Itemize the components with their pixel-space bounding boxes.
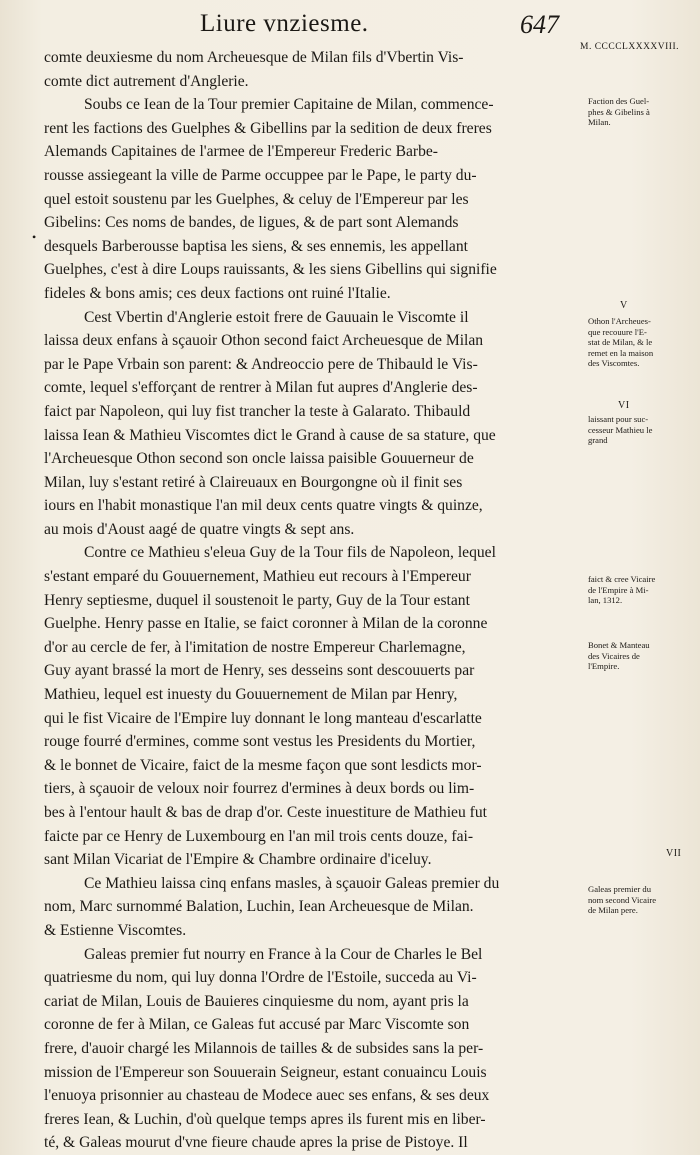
roman-numeral-marker: VII <box>666 848 682 859</box>
text-line: Guelphes, c'est à dire Loups rauissants, & les siens Gibellins qui signifie <box>44 261 497 279</box>
text-line: té, & Galeas mourut d'vne fieure chaude apres la prise de Pistoye. Il <box>44 1134 468 1152</box>
text-line: frere, d'auoir chargé les Milannois de tailles & de subsides sans la per- <box>44 1039 484 1057</box>
text-line: rousse assiegeant la ville de Parme occuppee par le Pape, le party du- <box>44 166 477 184</box>
text-line: iours en l'habit monastique l'an mil deux cents quatre vingts & quinze, <box>44 497 483 515</box>
margin-note: Galeas premier du nom second Vicaire de Milan pere. <box>588 884 657 915</box>
text-line: au mois d'Aoust aagé de quatre vingts & sept ans. <box>44 520 355 538</box>
text-line: d'or au cercle de fer, à l'imitation de nostre Empereur Charlemagne, <box>44 638 466 656</box>
margin-note: faict & cree Vicaire de l'Empire à Mi- lan, 1312. <box>588 574 656 605</box>
margin-note: Bonet & Manteau des Vicaires de l'Empire. <box>588 640 650 671</box>
running-head-title: Liure vnziesme. <box>200 10 369 37</box>
main-text-block <box>44 46 574 1155</box>
year-marginal-mark: M. CCCCLXXXXVIII. <box>580 42 680 52</box>
text-line: Gibelins: Ces noms de bandes, de ligues, & de part sont Alemands <box>44 214 459 232</box>
text-line: laissa deux enfans à sçauoir Othon second faict Archeuesque de Milan <box>44 332 484 350</box>
text-line: Henry septiesme, duquel il soustenoit le party, Guy de la Tour estant <box>44 591 470 609</box>
text-line: par le Pape Vrbain son parent: & Andreoccio pere de Thibauld le Vis- <box>44 355 478 373</box>
text-line: faict par Napoleon, qui luy fist trancher la teste à Galarato. Thibauld <box>44 402 471 420</box>
page-number: 647 <box>520 10 559 39</box>
text-line: nom, Marc surnommé Balation, Luchin, Iean Archeuesque de Milan. <box>44 898 474 916</box>
text-line: laissa Iean & Mathieu Viscomtes dict le Grand à cause de sa stature, que <box>44 426 496 444</box>
text-line: Guy ayant brassé la mort de Henry, ses desseins sont descouuerts par <box>44 662 475 680</box>
text-line: desquels Barberousse baptisa les siens, & ses ennemis, les appellant <box>44 237 468 255</box>
text-line: Alemands Capitaines de l'armee de l'Empereur Frederic Barbe- <box>44 143 439 161</box>
text-line: bes à l'entour hault & bas de drap d'or. Ceste inuestiture de Mathieu fut <box>44 804 487 821</box>
text-line: Soubs ce Iean de la Tour premier Capitaine de Milan, commence- <box>84 96 494 114</box>
text-line: sant Milan Vicariat de l'Empire & Chambre ordinaire d'iceluy. <box>44 851 432 869</box>
text-line: Mathieu, lequel est inuesty du Gouuernement de Milan par Henry, <box>44 686 458 704</box>
margin-note: Faction des Guel- phes & Gibelins à Milan. <box>588 96 650 127</box>
text-line: Ce Mathieu laissa cinq enfans masles, à sçauoir Galeas premier du <box>84 874 500 892</box>
text-line: qui le fist Vicaire de l'Empire luy donnant le long manteau d'escarlatte <box>44 709 482 727</box>
text-line: comte deuxiesme du nom Archeuesque de Milan fils d'Vbertin Vis- <box>44 49 464 66</box>
text-line: rouge fourré d'ermines, comme sont vestus les Presidents du Mortier, <box>44 733 476 751</box>
text-line: freres Iean, & Luchin, d'où quelque temps apres ils furent mis en liber- <box>44 1110 486 1128</box>
roman-numeral-marker: VI <box>618 400 630 411</box>
text-line: quatriesme du nom, qui luy donna l'Ordre de l'Estoile, succeda au Vi- <box>44 969 477 987</box>
text-line: coronne de fer à Milan, ce Galeas fut accusé par Marc Viscomte son <box>44 1016 470 1034</box>
text-line: & Estienne Viscomtes. <box>44 921 187 939</box>
margin-note: Othon l'Archeues- que recouure l'E- stat de Milan, & le remet en la maison des Viscomtes. <box>588 316 654 368</box>
left-margin-marker: • <box>32 230 37 244</box>
text-line: comte dict autrement d'Anglerie. <box>44 72 249 90</box>
text-line: Guelphe. Henry passe en Italie, se faict coronner à Milan de la coronne <box>44 615 488 633</box>
text-line: faicte par ce Henry de Luxembourg en l'an mil trois cents douze, fai- <box>44 827 474 845</box>
margin-note: laissant pour suc- cesseur Mathieu le grand <box>588 414 653 445</box>
text-line: l'Archeuesque Othon second son oncle laissa paisible Gouuerneur de <box>44 450 474 468</box>
text-line: rent les factions des Guelphes & Gibellins par la sedition de deux freres <box>44 119 492 137</box>
text-line: l'enuoya prisonnier au chasteau de Modece auec ses enfans, & ses deux <box>44 1087 490 1105</box>
text-line: cariat de Milan, Louis de Bauieres cinquiesme du nom, ayant pris la <box>44 992 469 1010</box>
text-line: Galeas premier fut nourry en France à la Cour de Charles le Bel <box>84 945 483 963</box>
roman-numeral-marker: V <box>620 300 628 311</box>
text-line: Milan, luy s'estant retiré à Claireuaux en Bourgongne où il finit ses <box>44 473 463 491</box>
text-line: Cest Vbertin d'Anglerie estoit frere de Gauuain le Viscomte il <box>84 308 469 326</box>
text-line: mission de l'Empereur son Souuerain Seigneur, estant conuaincu Louis <box>44 1063 487 1081</box>
text-line: fideles & bons amis; ces deux factions ont ruiné l'Italie. <box>44 284 391 302</box>
text-line: & le bonnet de Vicaire, faict de la mesme façon que sont lesdicts mor- <box>44 756 482 774</box>
text-line: Contre ce Mathieu s'eleua Guy de la Tour fils de Napoleon, lequel <box>84 544 496 562</box>
text-line: quel estoit soustenu par les Guelphes, & celuy de l'Empereur par les <box>44 190 469 208</box>
text-line: tiers, à sçauoir de veloux noir fourrez d'ermines à deux bords ou lim- <box>44 780 475 798</box>
text-line: comte, lequel s'efforçant de rentrer à Milan fut aupres d'Anglerie des- <box>44 379 478 397</box>
text-line: s'estant emparé du Gouuernement, Mathieu eut recours à l'Empereur <box>44 568 471 586</box>
